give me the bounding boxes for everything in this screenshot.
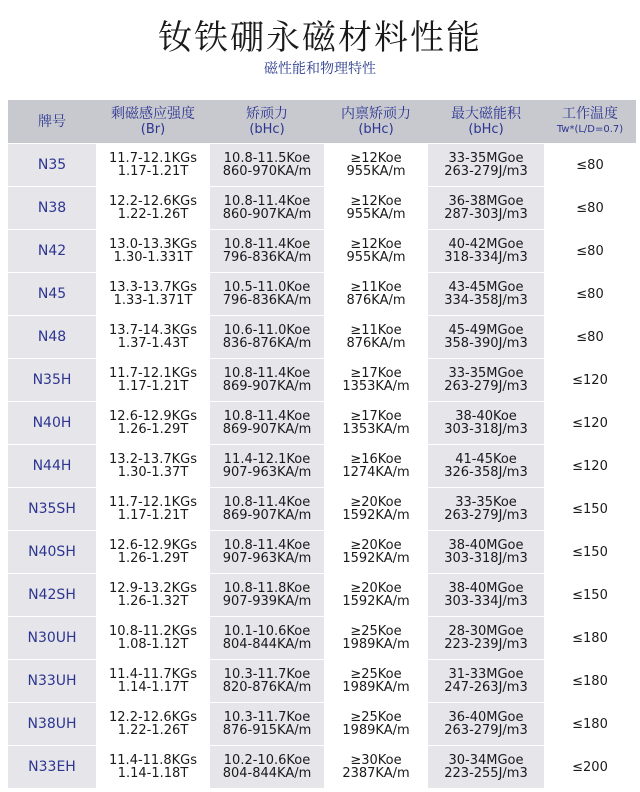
cell-working-temperature bbox=[544, 617, 636, 660]
cell-intrinsic-coercivity-text: 876KA/m bbox=[346, 293, 406, 308]
cell-max-energy-product-text: 28-30MGoe bbox=[448, 624, 524, 639]
cell-intrinsic-coercivity bbox=[324, 273, 428, 316]
cell-intrinsic-coercivity bbox=[324, 445, 428, 488]
cell-max-energy-product-text: 223-239J/m3 bbox=[444, 637, 528, 652]
cell-working-temperature-text: ≤120 bbox=[572, 415, 608, 431]
cell-coercivity-text: 10.5-11.0Koe bbox=[223, 280, 311, 295]
cell-max-energy-product bbox=[428, 574, 544, 617]
cell-grade bbox=[8, 617, 96, 660]
cell-grade-text: N35 bbox=[37, 156, 67, 173]
cell-grade bbox=[8, 445, 96, 488]
cell-coercivity-text: 10.1-10.6Koe bbox=[223, 624, 311, 639]
cell-intrinsic-coercivity-text: ≥20Koe bbox=[350, 581, 402, 596]
cell-coercivity-text: 10.6-11.0Koe bbox=[223, 323, 311, 338]
cell-working-temperature-text: ≤150 bbox=[572, 544, 608, 560]
cell-working-temperature-text: ≤150 bbox=[572, 501, 608, 517]
cell-coercivity bbox=[210, 746, 324, 789]
cell-working-temperature-text: ≤80 bbox=[576, 200, 604, 216]
header-unit: (bHc) bbox=[249, 121, 285, 137]
cell-remanence bbox=[96, 574, 210, 617]
cell-remanence bbox=[96, 273, 210, 316]
cell-coercivity-text: 796-836KA/m bbox=[222, 293, 312, 308]
cell-grade-text: N44H bbox=[32, 457, 72, 474]
cell-grade bbox=[8, 531, 96, 574]
cell-intrinsic-coercivity bbox=[324, 230, 428, 273]
header-label: 矫顽力 bbox=[246, 105, 288, 122]
cell-remanence-text: 10.8-11.2KGs bbox=[109, 624, 197, 639]
cell-grade-text: N48 bbox=[37, 328, 67, 345]
cell-remanence-text: 12.2-12.6KGs bbox=[109, 710, 197, 725]
cell-coercivity-text: 10.8-11.4Koe bbox=[223, 495, 311, 510]
cell-coercivity-text: 836-876KA/m bbox=[222, 336, 312, 351]
cell-grade-text: N33EH bbox=[28, 758, 76, 775]
header-label: 工作温度 bbox=[562, 105, 618, 122]
cell-grade-text: N35SH bbox=[28, 500, 76, 517]
cell-max-energy-product-text: 41-45Koe bbox=[455, 452, 517, 467]
table-row bbox=[8, 359, 636, 402]
cell-coercivity-text: 876-915KA/m bbox=[222, 723, 312, 738]
cell-intrinsic-coercivity bbox=[324, 531, 428, 574]
cell-coercivity-text: 820-876KA/m bbox=[222, 680, 312, 695]
cell-intrinsic-coercivity-text: ≥16Koe bbox=[350, 452, 402, 467]
table-header bbox=[8, 100, 636, 144]
cell-working-temperature-text: ≤200 bbox=[572, 759, 608, 775]
cell-remanence-text: 11.7-12.1KGs bbox=[109, 151, 197, 166]
cell-max-energy-product-text: 263-279J/m3 bbox=[444, 508, 528, 523]
cell-grade-text: N33UH bbox=[27, 672, 77, 689]
cell-working-temperature-text: ≤80 bbox=[576, 329, 604, 345]
cell-intrinsic-coercivity-text: 1989KA/m bbox=[342, 637, 410, 652]
cell-working-temperature bbox=[544, 574, 636, 617]
cell-remanence-text: 1.37-1.43T bbox=[117, 336, 189, 351]
cell-grade bbox=[8, 187, 96, 230]
cell-intrinsic-coercivity-text: 1353KA/m bbox=[342, 379, 410, 394]
cell-intrinsic-coercivity bbox=[324, 617, 428, 660]
cell-coercivity bbox=[210, 273, 324, 316]
cell-grade-text: N30UH bbox=[27, 629, 77, 646]
cell-working-temperature bbox=[544, 359, 636, 402]
cell-remanence-text: 12.9-13.2KGs bbox=[109, 581, 197, 596]
cell-working-temperature-text: ≤180 bbox=[572, 673, 608, 689]
cell-max-energy-product-text: 38-40Koe bbox=[455, 409, 517, 424]
cell-intrinsic-coercivity-text: ≥17Koe bbox=[350, 366, 402, 381]
cell-max-energy-product bbox=[428, 660, 544, 703]
cell-remanence-text: 13.2-13.7KGs bbox=[109, 452, 197, 467]
header-row bbox=[8, 100, 636, 144]
header-label: 内禀矫顽力 bbox=[341, 105, 411, 122]
cell-intrinsic-coercivity-text: ≥25Koe bbox=[350, 624, 402, 639]
cell-intrinsic-coercivity bbox=[324, 703, 428, 746]
cell-remanence-text: 11.7-12.1KGs bbox=[109, 366, 197, 381]
table-row bbox=[8, 746, 636, 789]
cell-coercivity-text: 10.8-11.4Koe bbox=[223, 366, 311, 381]
cell-intrinsic-coercivity-text: 2387KA/m bbox=[342, 766, 410, 781]
cell-working-temperature-text: ≤80 bbox=[576, 243, 604, 259]
cell-max-energy-product bbox=[428, 230, 544, 273]
cell-max-energy-product bbox=[428, 402, 544, 445]
cell-max-energy-product-text: 30-34MGoe bbox=[448, 753, 524, 768]
header-label: 牌号 bbox=[38, 113, 66, 130]
cell-max-energy-product-text: 318-334J/m3 bbox=[444, 250, 528, 265]
cell-max-energy-product bbox=[428, 273, 544, 316]
cell-intrinsic-coercivity-text: 955KA/m bbox=[346, 207, 406, 222]
cell-max-energy-product-text: 303-334J/m3 bbox=[444, 594, 528, 609]
cell-coercivity-text: 907-963KA/m bbox=[222, 465, 312, 480]
cell-grade-text: N45 bbox=[37, 285, 67, 302]
cell-remanence bbox=[96, 531, 210, 574]
cell-remanence-text: 1.26-1.32T bbox=[117, 594, 189, 609]
cell-coercivity-text: 10.8-11.8Koe bbox=[223, 581, 311, 596]
cell-grade-text: N35H bbox=[32, 371, 72, 388]
cell-intrinsic-coercivity-text: 1274KA/m bbox=[342, 465, 410, 480]
cell-remanence bbox=[96, 660, 210, 703]
cell-max-energy-product bbox=[428, 703, 544, 746]
header-working-temperature bbox=[544, 100, 636, 144]
cell-max-energy-product-text: 263-279J/m3 bbox=[444, 723, 528, 738]
cell-intrinsic-coercivity bbox=[324, 187, 428, 230]
cell-grade bbox=[8, 402, 96, 445]
table-row bbox=[8, 230, 636, 273]
cell-remanence-text: 1.33-1.371T bbox=[113, 293, 193, 308]
cell-max-energy-product-text: 40-42MGoe bbox=[448, 237, 524, 252]
cell-remanence bbox=[96, 617, 210, 660]
cell-remanence bbox=[96, 445, 210, 488]
table-row bbox=[8, 574, 636, 617]
cell-intrinsic-coercivity-text: ≥20Koe bbox=[350, 538, 402, 553]
header-max-energy-product bbox=[428, 100, 544, 144]
cell-max-energy-product-text: 247-263J/m3 bbox=[444, 680, 528, 695]
cell-max-energy-product bbox=[428, 531, 544, 574]
cell-grade-text: N38UH bbox=[27, 715, 77, 732]
cell-grade bbox=[8, 359, 96, 402]
cell-grade-text: N42SH bbox=[28, 586, 76, 603]
cell-remanence bbox=[96, 359, 210, 402]
cell-max-energy-product-text: 263-279J/m3 bbox=[444, 164, 528, 179]
cell-working-temperature bbox=[544, 488, 636, 531]
cell-coercivity bbox=[210, 660, 324, 703]
cell-grade-text: N42 bbox=[37, 242, 67, 259]
header-remanence bbox=[96, 100, 210, 144]
cell-coercivity bbox=[210, 316, 324, 359]
cell-remanence-text: 1.30-1.331T bbox=[113, 250, 193, 265]
cell-intrinsic-coercivity bbox=[324, 144, 428, 187]
cell-grade bbox=[8, 703, 96, 746]
cell-max-energy-product-text: 326-358J/m3 bbox=[444, 465, 528, 480]
header-grade bbox=[8, 100, 96, 144]
cell-remanence bbox=[96, 144, 210, 187]
header-unit: (Br) bbox=[140, 121, 166, 137]
cell-intrinsic-coercivity-text: 1989KA/m bbox=[342, 680, 410, 695]
cell-remanence-text: 12.6-12.9KGs bbox=[109, 538, 197, 553]
cell-grade bbox=[8, 144, 96, 187]
cell-coercivity-text: 869-907KA/m bbox=[222, 422, 312, 437]
cell-coercivity-text: 10.3-11.7Koe bbox=[223, 710, 311, 725]
cell-coercivity bbox=[210, 445, 324, 488]
cell-max-energy-product-text: 33-35Koe bbox=[455, 495, 517, 510]
cell-remanence bbox=[96, 746, 210, 789]
cell-remanence-text: 1.22-1.26T bbox=[117, 723, 189, 738]
page-subtitle: 磁性能和物理特性 bbox=[264, 61, 376, 77]
cell-coercivity-text: 11.4-12.1Koe bbox=[223, 452, 311, 467]
cell-max-energy-product-text: 287-303J/m3 bbox=[444, 207, 528, 222]
cell-grade bbox=[8, 660, 96, 703]
cell-max-energy-product bbox=[428, 617, 544, 660]
cell-max-energy-product bbox=[428, 488, 544, 531]
cell-coercivity bbox=[210, 703, 324, 746]
cell-working-temperature-text: ≤150 bbox=[572, 587, 608, 603]
cell-remanence-text: 11.4-11.8KGs bbox=[109, 753, 197, 768]
cell-coercivity-text: 10.8-11.5Koe bbox=[223, 151, 311, 166]
header-coercivity bbox=[210, 100, 324, 144]
cell-coercivity-text: 869-907KA/m bbox=[222, 379, 312, 394]
cell-intrinsic-coercivity-text: ≥12Koe bbox=[350, 194, 402, 209]
cell-grade-text: N38 bbox=[37, 199, 67, 216]
cell-coercivity-text: 907-963KA/m bbox=[222, 551, 312, 566]
cell-working-temperature bbox=[544, 402, 636, 445]
cell-coercivity-text: 860-907KA/m bbox=[222, 207, 312, 222]
cell-max-energy-product-text: 38-40MGoe bbox=[448, 538, 524, 553]
cell-remanence bbox=[96, 316, 210, 359]
properties-table bbox=[8, 100, 636, 789]
cell-working-temperature-text: ≤120 bbox=[572, 458, 608, 474]
cell-max-energy-product-text: 43-45MGoe bbox=[448, 280, 524, 295]
cell-grade bbox=[8, 230, 96, 273]
cell-working-temperature bbox=[544, 746, 636, 789]
cell-max-energy-product bbox=[428, 445, 544, 488]
cell-remanence-text: 13.7-14.3KGs bbox=[109, 323, 197, 338]
cell-remanence-text: 1.26-1.29T bbox=[117, 422, 189, 437]
cell-max-energy-product-text: 33-35MGoe bbox=[448, 151, 524, 166]
cell-working-temperature-text: ≤80 bbox=[576, 157, 604, 173]
table-row bbox=[8, 445, 636, 488]
cell-max-energy-product-text: 45-49MGoe bbox=[448, 323, 524, 338]
header-intrinsic-coercivity bbox=[324, 100, 428, 144]
cell-remanence-text: 12.2-12.6KGs bbox=[109, 194, 197, 209]
cell-coercivity-text: 860-970KA/m bbox=[222, 164, 312, 179]
cell-grade bbox=[8, 574, 96, 617]
table-row bbox=[8, 488, 636, 531]
cell-max-energy-product-text: 358-390J/m3 bbox=[444, 336, 528, 351]
table-row bbox=[8, 617, 636, 660]
table-row bbox=[8, 144, 636, 187]
cell-intrinsic-coercivity bbox=[324, 488, 428, 531]
header-unit: Tw*(L/D=0.7) bbox=[556, 123, 624, 135]
cell-intrinsic-coercivity-text: ≥12Koe bbox=[350, 237, 402, 252]
cell-max-energy-product-text: 36-38MGoe bbox=[448, 194, 524, 209]
cell-working-temperature bbox=[544, 445, 636, 488]
cell-coercivity-text: 804-844KA/m bbox=[222, 766, 312, 781]
cell-grade bbox=[8, 316, 96, 359]
cell-max-energy-product bbox=[428, 359, 544, 402]
cell-max-energy-product-text: 31-33MGoe bbox=[448, 667, 524, 682]
cell-max-energy-product bbox=[428, 316, 544, 359]
table-row bbox=[8, 660, 636, 703]
cell-max-energy-product-text: 263-279J/m3 bbox=[444, 379, 528, 394]
cell-intrinsic-coercivity-text: ≥25Koe bbox=[350, 667, 402, 682]
header-label: 剩磁感应强度 bbox=[111, 105, 195, 122]
cell-intrinsic-coercivity-text: ≥11Koe bbox=[350, 280, 402, 295]
cell-working-temperature bbox=[544, 703, 636, 746]
cell-remanence-text: 13.3-13.7KGs bbox=[109, 280, 197, 295]
cell-intrinsic-coercivity-text: 1989KA/m bbox=[342, 723, 410, 738]
cell-remanence-text: 1.14-1.18T bbox=[117, 766, 189, 781]
cell-max-energy-product bbox=[428, 746, 544, 789]
header-label: 最大磁能积 bbox=[451, 105, 521, 122]
cell-intrinsic-coercivity bbox=[324, 316, 428, 359]
cell-max-energy-product-text: 334-358J/m3 bbox=[444, 293, 528, 308]
header-unit: (bHc) bbox=[358, 121, 394, 137]
cell-remanence-text: 12.6-12.9KGs bbox=[109, 409, 197, 424]
cell-intrinsic-coercivity-text: 1353KA/m bbox=[342, 422, 410, 437]
cell-coercivity bbox=[210, 359, 324, 402]
cell-intrinsic-coercivity-text: 955KA/m bbox=[346, 250, 406, 265]
table-row bbox=[8, 316, 636, 359]
cell-intrinsic-coercivity-text: 1592KA/m bbox=[342, 551, 410, 566]
cell-remanence bbox=[96, 488, 210, 531]
cell-remanence-text: 13.0-13.3KGs bbox=[109, 237, 197, 252]
cell-coercivity-text: 10.2-10.6Koe bbox=[223, 753, 311, 768]
page-title: 钕铁硼永磁材料性能 bbox=[158, 18, 482, 58]
cell-coercivity bbox=[210, 617, 324, 660]
cell-working-temperature bbox=[544, 660, 636, 703]
cell-working-temperature bbox=[544, 187, 636, 230]
cell-coercivity-text: 907-939KA/m bbox=[222, 594, 312, 609]
cell-intrinsic-coercivity-text: ≥20Koe bbox=[350, 495, 402, 510]
cell-remanence bbox=[96, 703, 210, 746]
cell-intrinsic-coercivity-text: 876KA/m bbox=[346, 336, 406, 351]
cell-coercivity bbox=[210, 230, 324, 273]
cell-working-temperature-text: ≤80 bbox=[576, 286, 604, 302]
cell-intrinsic-coercivity-text: ≥11Koe bbox=[350, 323, 402, 338]
cell-working-temperature bbox=[544, 144, 636, 187]
header-unit: (bHc) bbox=[468, 121, 504, 137]
cell-grade-text: N40SH bbox=[28, 543, 76, 560]
cell-max-energy-product-text: 223-255J/m3 bbox=[444, 766, 528, 781]
cell-remanence-text: 1.17-1.21T bbox=[117, 379, 189, 394]
cell-max-energy-product bbox=[428, 187, 544, 230]
table-row bbox=[8, 531, 636, 574]
cell-grade bbox=[8, 746, 96, 789]
cell-intrinsic-coercivity-text: ≥30Koe bbox=[350, 753, 402, 768]
cell-coercivity bbox=[210, 144, 324, 187]
cell-remanence-text: 1.17-1.21T bbox=[117, 164, 189, 179]
table-row bbox=[8, 402, 636, 445]
cell-remanence-text: 11.4-11.7KGs bbox=[109, 667, 197, 682]
table-body bbox=[8, 144, 636, 789]
cell-coercivity-text: 10.8-11.4Koe bbox=[223, 538, 311, 553]
cell-grade bbox=[8, 273, 96, 316]
cell-intrinsic-coercivity-text: 1592KA/m bbox=[342, 594, 410, 609]
cell-working-temperature-text: ≤120 bbox=[572, 372, 608, 388]
cell-coercivity bbox=[210, 488, 324, 531]
cell-coercivity-text: 796-836KA/m bbox=[222, 250, 312, 265]
cell-intrinsic-coercivity bbox=[324, 359, 428, 402]
cell-max-energy-product bbox=[428, 144, 544, 187]
cell-working-temperature bbox=[544, 230, 636, 273]
cell-remanence bbox=[96, 230, 210, 273]
cell-coercivity-text: 869-907KA/m bbox=[222, 508, 312, 523]
cell-grade-text: N40H bbox=[32, 414, 72, 431]
table-row bbox=[8, 273, 636, 316]
cell-coercivity bbox=[210, 187, 324, 230]
cell-working-temperature bbox=[544, 531, 636, 574]
table-row bbox=[8, 703, 636, 746]
cell-coercivity-text: 10.8-11.4Koe bbox=[223, 409, 311, 424]
cell-remanence bbox=[96, 187, 210, 230]
cell-remanence-text: 11.7-12.1KGs bbox=[109, 495, 197, 510]
cell-coercivity-text: 10.8-11.4Koe bbox=[223, 237, 311, 252]
cell-working-temperature bbox=[544, 273, 636, 316]
cell-coercivity bbox=[210, 531, 324, 574]
cell-intrinsic-coercivity-text: ≥12Koe bbox=[350, 151, 402, 166]
cell-intrinsic-coercivity-text: ≥25Koe bbox=[350, 710, 402, 725]
cell-working-temperature-text: ≤180 bbox=[572, 716, 608, 732]
cell-max-energy-product-text: 303-318J/m3 bbox=[444, 422, 528, 437]
cell-coercivity-text: 10.3-11.7Koe bbox=[223, 667, 311, 682]
table-row bbox=[8, 187, 636, 230]
cell-working-temperature bbox=[544, 316, 636, 359]
cell-grade bbox=[8, 488, 96, 531]
cell-remanence bbox=[96, 402, 210, 445]
cell-remanence-text: 1.14-1.17T bbox=[117, 680, 189, 695]
cell-working-temperature-text: ≤180 bbox=[572, 630, 608, 646]
cell-intrinsic-coercivity-text: 955KA/m bbox=[346, 164, 406, 179]
cell-intrinsic-coercivity bbox=[324, 402, 428, 445]
cell-remanence-text: 1.08-1.12T bbox=[117, 637, 189, 652]
cell-intrinsic-coercivity bbox=[324, 574, 428, 617]
cell-remanence-text: 1.30-1.37T bbox=[117, 465, 189, 480]
cell-remanence-text: 1.22-1.26T bbox=[117, 207, 189, 222]
cell-remanence-text: 1.17-1.21T bbox=[117, 508, 189, 523]
cell-coercivity bbox=[210, 574, 324, 617]
cell-max-energy-product-text: 303-318J/m3 bbox=[444, 551, 528, 566]
cell-intrinsic-coercivity bbox=[324, 746, 428, 789]
cell-coercivity-text: 10.8-11.4Koe bbox=[223, 194, 311, 209]
cell-max-energy-product-text: 36-40MGoe bbox=[448, 710, 524, 725]
cell-coercivity bbox=[210, 402, 324, 445]
cell-intrinsic-coercivity bbox=[324, 660, 428, 703]
cell-remanence-text: 1.26-1.29T bbox=[117, 551, 189, 566]
cell-intrinsic-coercivity-text: 1592KA/m bbox=[342, 508, 410, 523]
cell-coercivity-text: 804-844KA/m bbox=[222, 637, 312, 652]
cell-max-energy-product-text: 33-35MGoe bbox=[448, 366, 524, 381]
cell-max-energy-product-text: 38-40MGoe bbox=[448, 581, 524, 596]
cell-intrinsic-coercivity-text: ≥17Koe bbox=[350, 409, 402, 424]
